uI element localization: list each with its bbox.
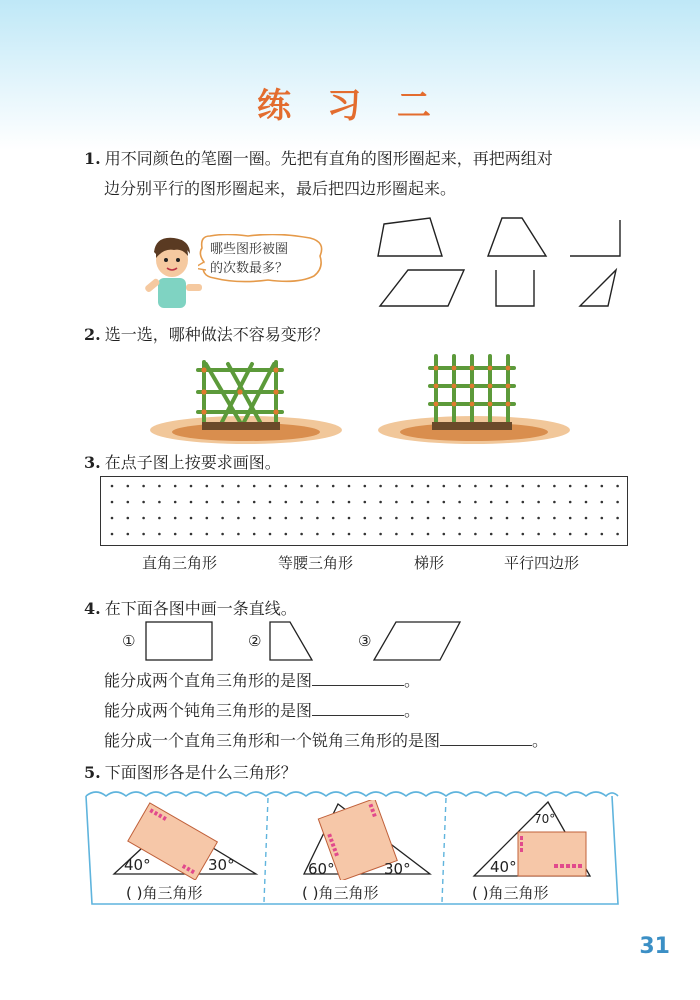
grid-dot (237, 485, 240, 488)
quadrilateral-shape (378, 218, 442, 256)
grid-dot (379, 501, 382, 504)
grid-dot (601, 501, 604, 504)
grid-dot (616, 485, 619, 488)
grid-dot (443, 485, 446, 488)
grid-dot (569, 501, 572, 504)
grid-dot (474, 517, 477, 520)
question-4-text: 在下面各图中画一条直线。 (104, 599, 297, 618)
fig1-angle-right: 30° (208, 856, 235, 874)
fig3-angle-top: 70° (534, 812, 556, 826)
grid-dot (237, 517, 240, 520)
grid-dot (348, 485, 351, 488)
grid-dot (474, 501, 477, 504)
grid-dot (127, 533, 130, 536)
grid-dot (142, 517, 145, 520)
grid-dot (206, 501, 209, 504)
grid-dot (458, 485, 461, 488)
grid-dot (221, 533, 224, 536)
grid-dot (427, 517, 430, 520)
grid-dot (127, 501, 130, 504)
grid-dot (253, 517, 256, 520)
grid-dot (427, 533, 430, 536)
grid-dot (111, 485, 114, 488)
grid-dot (316, 517, 319, 520)
grid-dot (111, 517, 114, 520)
figure-right-trapezoid (270, 622, 312, 660)
grid-dot (190, 501, 193, 504)
grid-dot (490, 485, 493, 488)
grid-dot (411, 533, 414, 536)
question-1-line2: 边分别平行的图形圈起来，最后把四边形圈起来。 (104, 179, 457, 198)
grid-dot (285, 501, 288, 504)
q4-line-b: 能分成两个钝角三角形的是图 (104, 701, 313, 720)
grid-dot (285, 533, 288, 536)
grid-dot (190, 533, 193, 536)
grid-dot (601, 533, 604, 536)
grid-dot (537, 485, 540, 488)
grid-dot (506, 517, 509, 520)
q5-figure-3 (470, 798, 594, 880)
fig3-answer: ( )角三角形 (472, 884, 549, 902)
grid-dot (537, 517, 540, 520)
question-5 (84, 760, 644, 786)
label-trapezoid: 梯形 (414, 554, 445, 572)
speech-bubble-text (210, 240, 322, 278)
question-3 (84, 450, 644, 476)
grid-dot (190, 517, 193, 520)
grid-dot (206, 533, 209, 536)
grid-dot (379, 517, 382, 520)
grid-dot (522, 533, 525, 536)
grid-dot (332, 533, 335, 536)
grid-dot (616, 501, 619, 504)
grid-dot (474, 485, 477, 488)
grid-dot (285, 485, 288, 488)
page-number: 31 (639, 934, 670, 959)
grid-dot (569, 533, 572, 536)
grid-dot (443, 517, 446, 520)
right-angle-shape (570, 220, 620, 256)
q4-line-a: 能分成两个直角三角形的是图 (104, 671, 313, 690)
grid-dot (553, 485, 556, 488)
grid-dot (458, 501, 461, 504)
grid-dot (379, 485, 382, 488)
fig2-angle-left: 60° (308, 860, 335, 878)
figure-parallelogram (374, 622, 460, 660)
grid-dot (411, 485, 414, 488)
grid-dot (601, 485, 604, 488)
grid-dot (490, 533, 493, 536)
question-3-number: 3. (84, 453, 101, 472)
grid-dot (474, 533, 477, 536)
q4-period-c: 。 (532, 731, 549, 750)
grid-dot (411, 501, 414, 504)
q4-line-c: 能分成一个直角三角形和一个锐角三角形的是图 (104, 731, 441, 750)
grid-dot (569, 485, 572, 488)
trapezoid-shape (488, 218, 546, 256)
question-1-number: 1. (84, 149, 101, 168)
q4-period-a: 。 (404, 671, 421, 690)
grid-dot (253, 485, 256, 488)
grid-dot (190, 485, 193, 488)
grid-dot (443, 533, 446, 536)
grid-dot (158, 533, 161, 536)
figure-marker-2: ② (248, 632, 262, 650)
grid-dot (553, 533, 556, 536)
grid-dot (158, 517, 161, 520)
grid-dot (522, 485, 525, 488)
q4-answer-row-2 (104, 698, 420, 724)
grid-dot (458, 517, 461, 520)
grid-dot (506, 533, 509, 536)
grid-dot (111, 533, 114, 536)
grid-dot (142, 501, 145, 504)
grid-dot (364, 485, 367, 488)
grid-dot (300, 533, 303, 536)
figure-rectangle (146, 622, 212, 660)
q1-shapes (372, 214, 640, 314)
figure-marker-3: ③ (358, 632, 372, 650)
question-1 (84, 146, 664, 172)
triangle-shape (580, 270, 616, 306)
grid-dot (285, 517, 288, 520)
grid-dot (111, 501, 114, 504)
grid-dot (158, 501, 161, 504)
label-isosceles-triangle: 等腰三角形 (278, 554, 354, 572)
grid-dot (316, 533, 319, 536)
grid-dot (585, 517, 588, 520)
grid-dot (127, 485, 130, 488)
grid-dot (616, 517, 619, 520)
parallelogram-shape (380, 270, 464, 306)
grid-dot (506, 485, 509, 488)
grid-dot (142, 533, 145, 536)
grid-dot (458, 533, 461, 536)
grid-dot (237, 533, 240, 536)
question-2-number: 2. (84, 325, 101, 344)
grid-dot (569, 517, 572, 520)
fig1-answer: ( )角三角形 (126, 884, 203, 902)
question-1-line2-row (104, 176, 664, 202)
grid-dot (364, 501, 367, 504)
grid-dot (427, 485, 430, 488)
fence-diagonal-illustration (148, 350, 344, 446)
grid-dot (158, 485, 161, 488)
figure-marker-1: ① (122, 632, 136, 650)
grid-dot (332, 517, 335, 520)
bubble-line-1: 哪些图形被圈 (210, 242, 289, 257)
grid-dot (522, 517, 525, 520)
grid-dot (379, 533, 382, 536)
grid-dot (269, 533, 272, 536)
grid-dot (364, 533, 367, 536)
fig1-angle-left: 40° (124, 856, 151, 874)
question-2 (84, 322, 644, 348)
question-4-number: 4. (84, 599, 101, 618)
grid-dot (616, 533, 619, 536)
grid-dot (300, 485, 303, 488)
grid-dot (411, 517, 414, 520)
grid-dot (253, 501, 256, 504)
grid-dot (348, 501, 351, 504)
grid-dot (206, 485, 209, 488)
q4-figures (140, 618, 470, 666)
fig2-angle-right: 30° (384, 860, 411, 878)
fence-grid-illustration (376, 350, 572, 446)
grid-dot (174, 517, 177, 520)
grid-dot (553, 517, 556, 520)
grid-dot (427, 501, 430, 504)
grid-dot (443, 501, 446, 504)
grid-dot (553, 501, 556, 504)
grid-dot (395, 517, 398, 520)
question-3-text: 在点子图上按要求画图。 (104, 453, 281, 472)
grid-dot (221, 485, 224, 488)
grid-dot (490, 501, 493, 504)
q4-answer-row-3 (104, 728, 548, 754)
grid-dot (332, 501, 335, 504)
grid-dot (142, 485, 145, 488)
grid-dot (174, 501, 177, 504)
grid-dot (237, 501, 240, 504)
grid-dot (269, 501, 272, 504)
grid-dot (522, 501, 525, 504)
q4-blank-c[interactable] (440, 731, 532, 746)
grid-dot (253, 533, 256, 536)
label-right-triangle: 直角三角形 (142, 554, 218, 572)
grid-dot (300, 501, 303, 504)
grid-dot (601, 517, 604, 520)
label-parallelogram: 平行四边形 (504, 554, 580, 572)
question-5-text: 下面图形各是什么三角形？ (104, 763, 297, 782)
q4-period-b: 。 (404, 701, 421, 720)
grid-dot (585, 485, 588, 488)
question-1-line1: 用不同颜色的笔圈一圈。先把有直角的图形圈起来，再把两组对 (104, 149, 553, 168)
grid-dot (127, 517, 130, 520)
grid-dot (221, 517, 224, 520)
grid-dot (395, 485, 398, 488)
grid-dot (395, 533, 398, 536)
open-rectangle-shape (496, 270, 534, 306)
q4-answer-row-1 (104, 668, 420, 694)
dot-grid[interactable] (100, 476, 628, 546)
grid-dot (174, 485, 177, 488)
bubble-line-2: 的次数最多？ (210, 261, 289, 276)
grid-dot (221, 501, 224, 504)
grid-dot (490, 517, 493, 520)
question-2-text: 选一选，哪种做法不容易变形？ (104, 325, 329, 344)
grid-dot (269, 485, 272, 488)
question-5-number: 5. (84, 763, 101, 782)
grid-dot (174, 533, 177, 536)
grid-dot (316, 501, 319, 504)
grid-dot (506, 501, 509, 504)
grid-dot (348, 517, 351, 520)
grid-dot (206, 517, 209, 520)
q4-blank-a[interactable] (312, 671, 404, 686)
grid-dot (537, 501, 540, 504)
grid-dot (316, 485, 319, 488)
grid-dot (332, 485, 335, 488)
fig3-angle-left: 40° (490, 858, 517, 876)
grid-dot (300, 517, 303, 520)
page-title: 练 习 二 (257, 86, 443, 126)
grid-dot (537, 533, 540, 536)
grid-dot (395, 501, 398, 504)
grid-dot (364, 517, 367, 520)
grid-dot (585, 501, 588, 504)
fig2-answer: ( )角三角形 (302, 884, 379, 902)
grid-dot (348, 533, 351, 536)
grid-dot (269, 517, 272, 520)
q4-blank-b[interactable] (312, 701, 404, 716)
grid-dot (585, 533, 588, 536)
